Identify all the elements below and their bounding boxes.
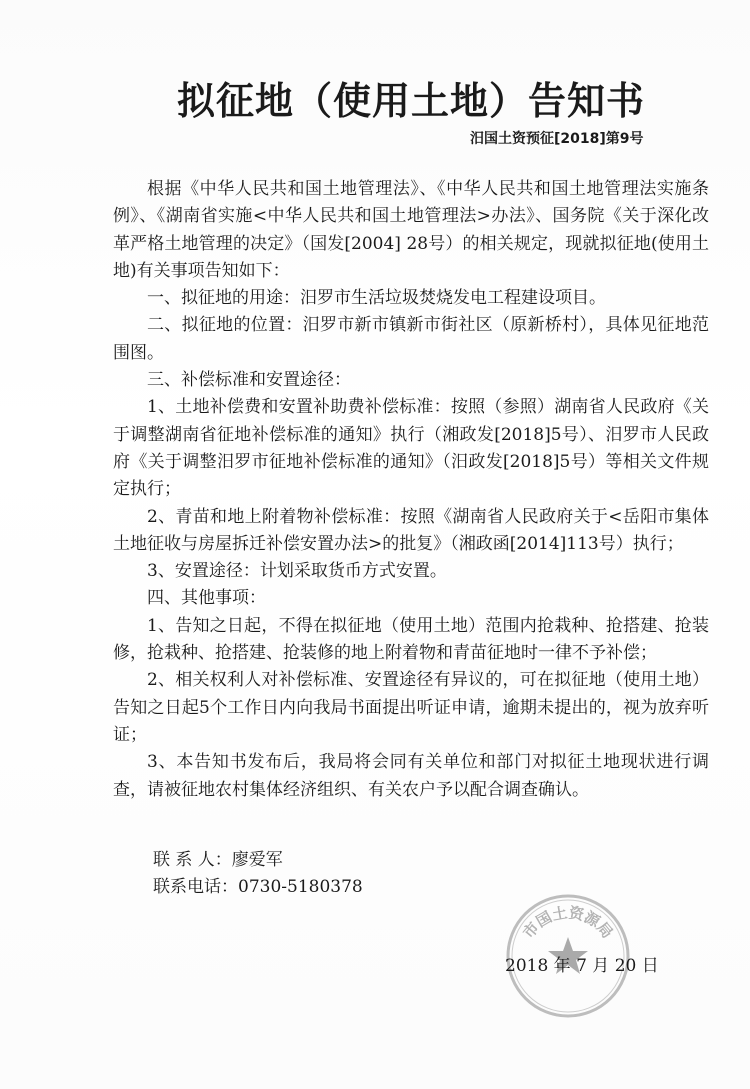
paragraph-purpose: 一、拟征地的用途：汨罗市生活垃圾焚烧发电工程建设项目。 <box>147 288 606 309</box>
contact-person: 联 系 人：廖爱军 <box>153 850 283 870</box>
paragraph-crop-compensation: 2、青苗和地上附着物补偿标准：按照《湖南省人民政府关于<岳阳市集体土地征收与房屋拆迁补偿安置办法>的批复》（湘政函[2014]113号）执行； <box>113 506 709 554</box>
paragraph-resettlement: 3、安置途径：计划采取货币方式安置。 <box>147 561 447 582</box>
paragraph-intro: 根据《中华人民共和国土地管理法》、《中华人民共和国土地管理法实施条例》、《湖南省实施<中华人民共和国土地管理法>办法》、国务院《关于深化改革严格土地管理的决定》（国发[2004] 28号）的相关规定，现就拟征地(使用土地)有关事项告知如下： <box>113 179 709 281</box>
document-date: 2018 年 7 月 20 日 <box>505 956 659 976</box>
contact-phone: 联系电话：0730-5180378 <box>153 877 363 897</box>
document-number: 汨国土资预征[2018]第9号 <box>470 131 644 147</box>
paragraph-location: 二、拟征地的位置：汨罗市新市镇新市街社区（原新桥村），具体见征地范围图。 <box>113 315 709 363</box>
paragraph-land-compensation: 1、土地补偿费和安置补助费补偿标准：按照（参照）湖南省人民政府《关于调整湖南省征地补偿标准的通知》执行（湘政发[2018]5号）、汨罗市人民政府《关于调整汨罗市征地补偿标准的通知》（汨政发[2018]5号）等相关文件规定执行； <box>113 397 709 500</box>
paragraph-other-3: 3、本告知书发布后，我局将会同有关单位和部门对拟征土地现状进行调查，请被征地农村集体经济组织、有关农户予以配合调查确认。 <box>113 752 709 800</box>
paragraph-other-2: 2、相关权利人对补偿标准、安置途径有异议的，可在拟征地（使用土地）告知之日起5个工作日内向我局书面提出听证申请，逾期未提出的，视为放弃听证； <box>113 670 709 745</box>
seal-text: 市国土资源局 <box>519 903 617 942</box>
document-body <box>113 176 709 804</box>
document-title: 拟征地（使用土地）告知书 <box>176 79 645 123</box>
paragraph-other-1: 1、告知之日起，不得在拟征地（使用土地）范围内抢栽种、抢搭建、抢装修，抢栽种、抢搭建、抢装修的地上附着物和青苗征地时一律不予补偿； <box>113 615 709 664</box>
paragraph-compensation-heading: 三、补偿标准和安置途径： <box>147 370 351 391</box>
paragraph-other-heading: 四、其他事项： <box>147 588 266 609</box>
